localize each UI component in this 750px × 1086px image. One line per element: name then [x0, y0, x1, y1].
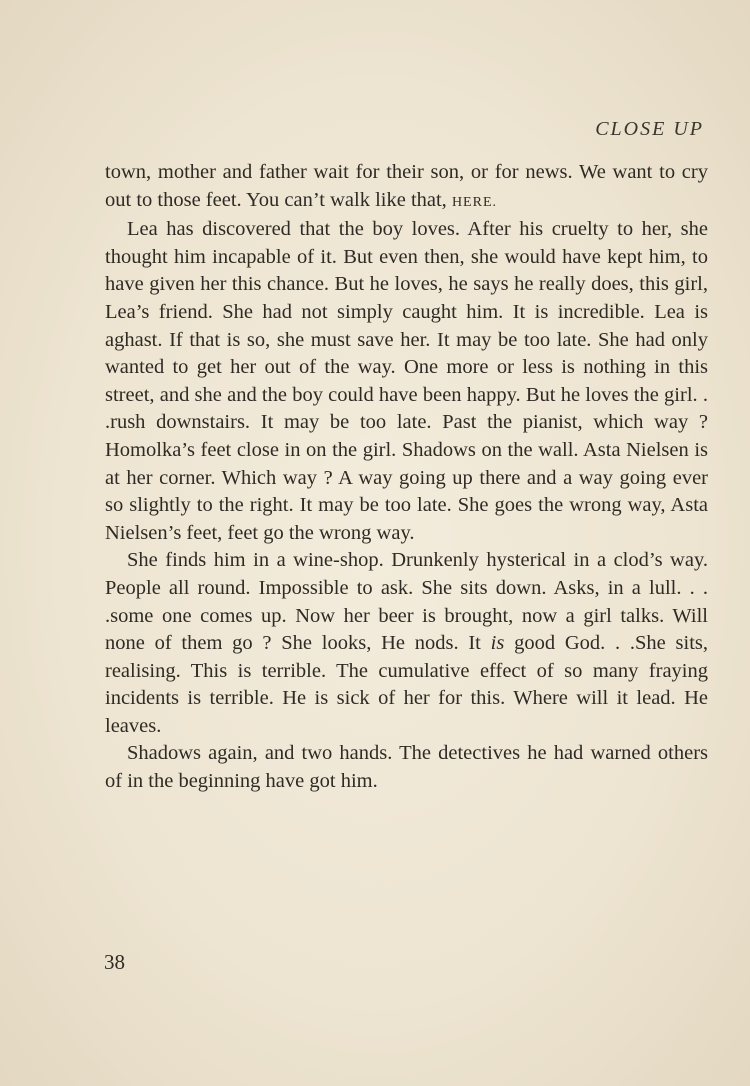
paragraph-1-caps: HERE. [451, 194, 497, 210]
paragraph-2: Lea has discovered that the boy loves. After his cruelty to her, she thought him incapable of it. But even then, she would have kept him, to have given her this chance. But he loves, he says he really does, this girl, Lea’s friend. She had not simply caught him. It is incredible. Lea is aghast. If that is so, she must save her. It may be too late. She had only wanted to get her out of the way. One more or less is nothing in this street, and she and the boy could have been happy. But he loves the girl. . .rush downstairs. It may be too late. Past the pianist, which way ? Homolka’s feet close in on the girl. Shadows on the wall. Asta Nielsen is at her corner. Which way ? A way going up there and a way going ever so slightly to the right. It may be too late. She goes the wrong way, Asta Nielsen’s feet, feet go the wrong way. [105, 218, 708, 544]
paragraph-3-text-a: She finds him in a wine-shop. Drunkenly hysterical in a clod’s way. People all round. Impossible to ask. She sits down. Asks, in a lull. . . .some one comes up. Now her beer is brought, now a girl talks. Will none of them go ? She looks, He nods. It [105, 549, 708, 655]
paragraph-1-text: town, mother and father wait for their son, or for news. We want to cry out to those feet. You can’t walk like that, [105, 161, 708, 211]
paragraph-1 [105, 159, 708, 216]
paragraph-3-text-b: good God. . .She sits, realising. This is terrible. The cumulative effect of so many fraying incidents is terrible. He is sick of her for this. Where will it lead. He leaves. [105, 632, 709, 737]
body-text [105, 159, 708, 796]
paragraph-3 [105, 547, 708, 740]
paragraph-4: Shadows again, and two hands. The detectives he had warned others of in the beginning have got him. [105, 742, 708, 793]
page-number: 38 [104, 950, 125, 974]
paragraph-3-italic: is [490, 632, 505, 655]
running-head: CLOSE UP [595, 118, 704, 140]
